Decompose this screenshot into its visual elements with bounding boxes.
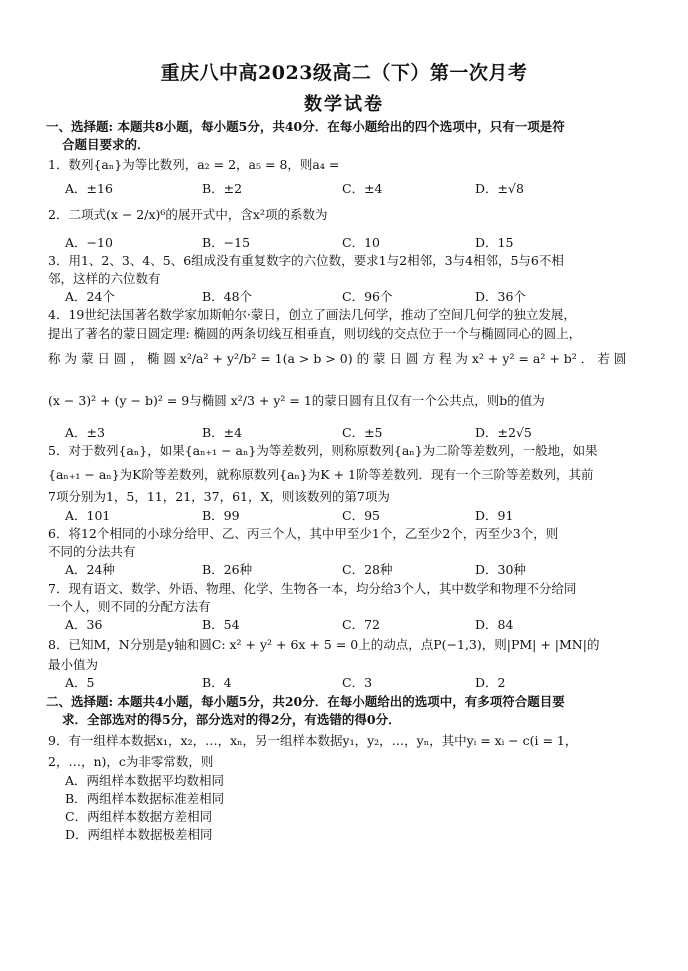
q6-stem-line2: 不同的分法共有 — [48, 544, 136, 559]
section1-instruction-line1: 一、选择题: 本题共8小题，每小题5分，共40分．在每小题给出的四个选项中，只有一项是符 — [46, 119, 565, 134]
q9-option-b: B．两组样本数据标准差相同 — [65, 791, 225, 806]
q3-option-d: D．36个 — [475, 289, 526, 304]
q5-option-a: A．101 — [65, 508, 111, 523]
q4-stem-line1: 4．19世纪法国著名数学家加斯帕尔·蒙日，创立了画法几何学，推动了空间几何学的独立发展， — [48, 307, 576, 322]
q6-option-a: A．24种 — [65, 562, 115, 577]
q5-stem-line1: 5．对于数列{aₙ}，如果{aₙ₊₁ − aₙ}为等差数列，则称原数列{aₙ}为二阶等差数列，一般地，如果 — [48, 443, 598, 458]
q2-stem: 2．二项式(x − 2/x)⁶的展开式中，含x²项的系数为 — [48, 207, 328, 222]
q3-stem-line2: 邻，这样的六位数有 — [48, 271, 161, 286]
q1-option-d: D．±√8 — [475, 181, 524, 196]
q6-option-d: D．30种 — [475, 562, 526, 577]
q5-option-d: D．91 — [475, 508, 514, 523]
q5-stem-line3: 7项分别为1，5，11，21，37，61，X，则该数列的第7项为 — [48, 489, 390, 504]
q7-option-b: B．54 — [202, 617, 240, 632]
q4-option-c: C．±5 — [342, 425, 383, 440]
q8-option-d: D．2 — [475, 675, 506, 690]
q9-stem-line2: 2，…，n)，c为非零常数，则 — [48, 754, 214, 769]
q1-option-b: B．±2 — [202, 181, 243, 196]
q2-option-a: A．−10 — [65, 235, 113, 250]
section2-instruction-line1: 二、选择题: 本题共4小题，每小题5分，共20分．在每小题给出的选项中，有多项符合题目要 — [46, 694, 565, 709]
q8-stem-line2: 最小值为 — [48, 657, 99, 672]
q4-option-d: D．±2√5 — [475, 425, 532, 440]
q4-stem-line2: 提出了著名的蒙日圆定理: 椭圆的两条切线互相垂直，则切线的交点位于一个与椭圆同心的圆上， — [48, 326, 582, 341]
q8-option-b: B．4 — [202, 675, 232, 690]
q1-option-c: C．±4 — [342, 181, 383, 196]
q2-option-d: D．15 — [475, 235, 514, 250]
q9-option-c: C．两组样本数据方差相同 — [65, 809, 213, 824]
q3-stem-line1: 3．用1、2、3、4、5、6组成没有重复数字的六位数，要求1与2相邻，3与4相邻，5与6不相 — [48, 253, 564, 268]
q4-stem-line4: (x − 3)² + (y − b)² = 9与椭圆 x²/3 + y² = 1的蒙日圆有且仅有一个公共点，则b的值为 — [48, 393, 545, 408]
q8-stem-line1: 8．已知M，N分别是y轴和圆C: x² + y² + 6x + 5 = 0上的动点，点P(−1,3)，则|PM| + |MN|的 — [48, 637, 600, 652]
q2-option-c: C．10 — [342, 235, 380, 250]
q7-stem-line1: 7．现有语文、数学、外语、物理、化学、生物各一本，均分给3个人，其中数学和物理不分给同 — [48, 581, 577, 596]
q5-stem-line2: {aₙ₊₁ − aₙ}为K阶等差数列，就称原数列{aₙ}为K + 1阶等差数列．现有一个三阶等差数列，其前 — [48, 467, 594, 482]
q4-option-b: B．±4 — [202, 425, 243, 440]
q1-stem: 1．数列{aₙ}为等比数列，a₂ = 2，a₅ = 8，则a₄ = — [48, 157, 340, 172]
q7-option-c: C．72 — [342, 617, 380, 632]
q7-option-a: A．36 — [65, 617, 103, 632]
q2-option-b: B．−15 — [202, 235, 251, 250]
q7-option-d: D．84 — [475, 617, 514, 632]
q3-option-b: B．48个 — [202, 289, 253, 304]
q6-stem-line1: 6．将12个相同的小球分给甲、乙、丙三个人，其中甲至少1个，乙至少2个，丙至少3个，则 — [48, 526, 559, 541]
q5-option-b: B．99 — [202, 508, 240, 523]
q3-option-a: A．24个 — [65, 289, 115, 304]
q9-stem-line1: 9．有一组样本数据x₁，x₂，…，xₙ，另一组样本数据y₁，y₂，…，yₙ，其中yᵢ = xᵢ − c(i = 1， — [48, 733, 578, 748]
q6-option-b: B．26种 — [202, 562, 253, 577]
q8-option-a: A．5 — [65, 675, 95, 690]
q9-option-a: A．两组样本数据平均数相同 — [65, 773, 225, 788]
section1-instruction-line2: 合题目要求的． — [62, 137, 150, 152]
q3-option-c: C．96个 — [342, 289, 393, 304]
section2-instruction-line2: 求．全部选对的得5分，部分选对的得2分，有选错的得0分． — [62, 712, 401, 727]
exam-title: 重庆八中高2023级高二（下）第一次月考 — [160, 62, 528, 84]
q4-stem-line3: 称 为 蒙 日 圆 ， 椭 圆 x²/a² + y²/b² = 1(a > b > 0) 的 蒙 日 圆 方 程 为 x² + y² = a² + b² ． 若 圆 — [48, 351, 627, 366]
q5-option-c: C．95 — [342, 508, 380, 523]
q7-stem-line2: 一个人，则不同的分配方法有 — [48, 599, 211, 614]
q9-option-d: D．两组样本数据极差相同 — [65, 827, 213, 842]
exam-subtitle: 数学试卷 — [304, 94, 384, 115]
q6-option-c: C．28种 — [342, 562, 393, 577]
q8-option-c: C．3 — [342, 675, 373, 690]
q1-option-a: A．±16 — [65, 181, 113, 196]
q4-option-a: A．±3 — [65, 425, 105, 440]
